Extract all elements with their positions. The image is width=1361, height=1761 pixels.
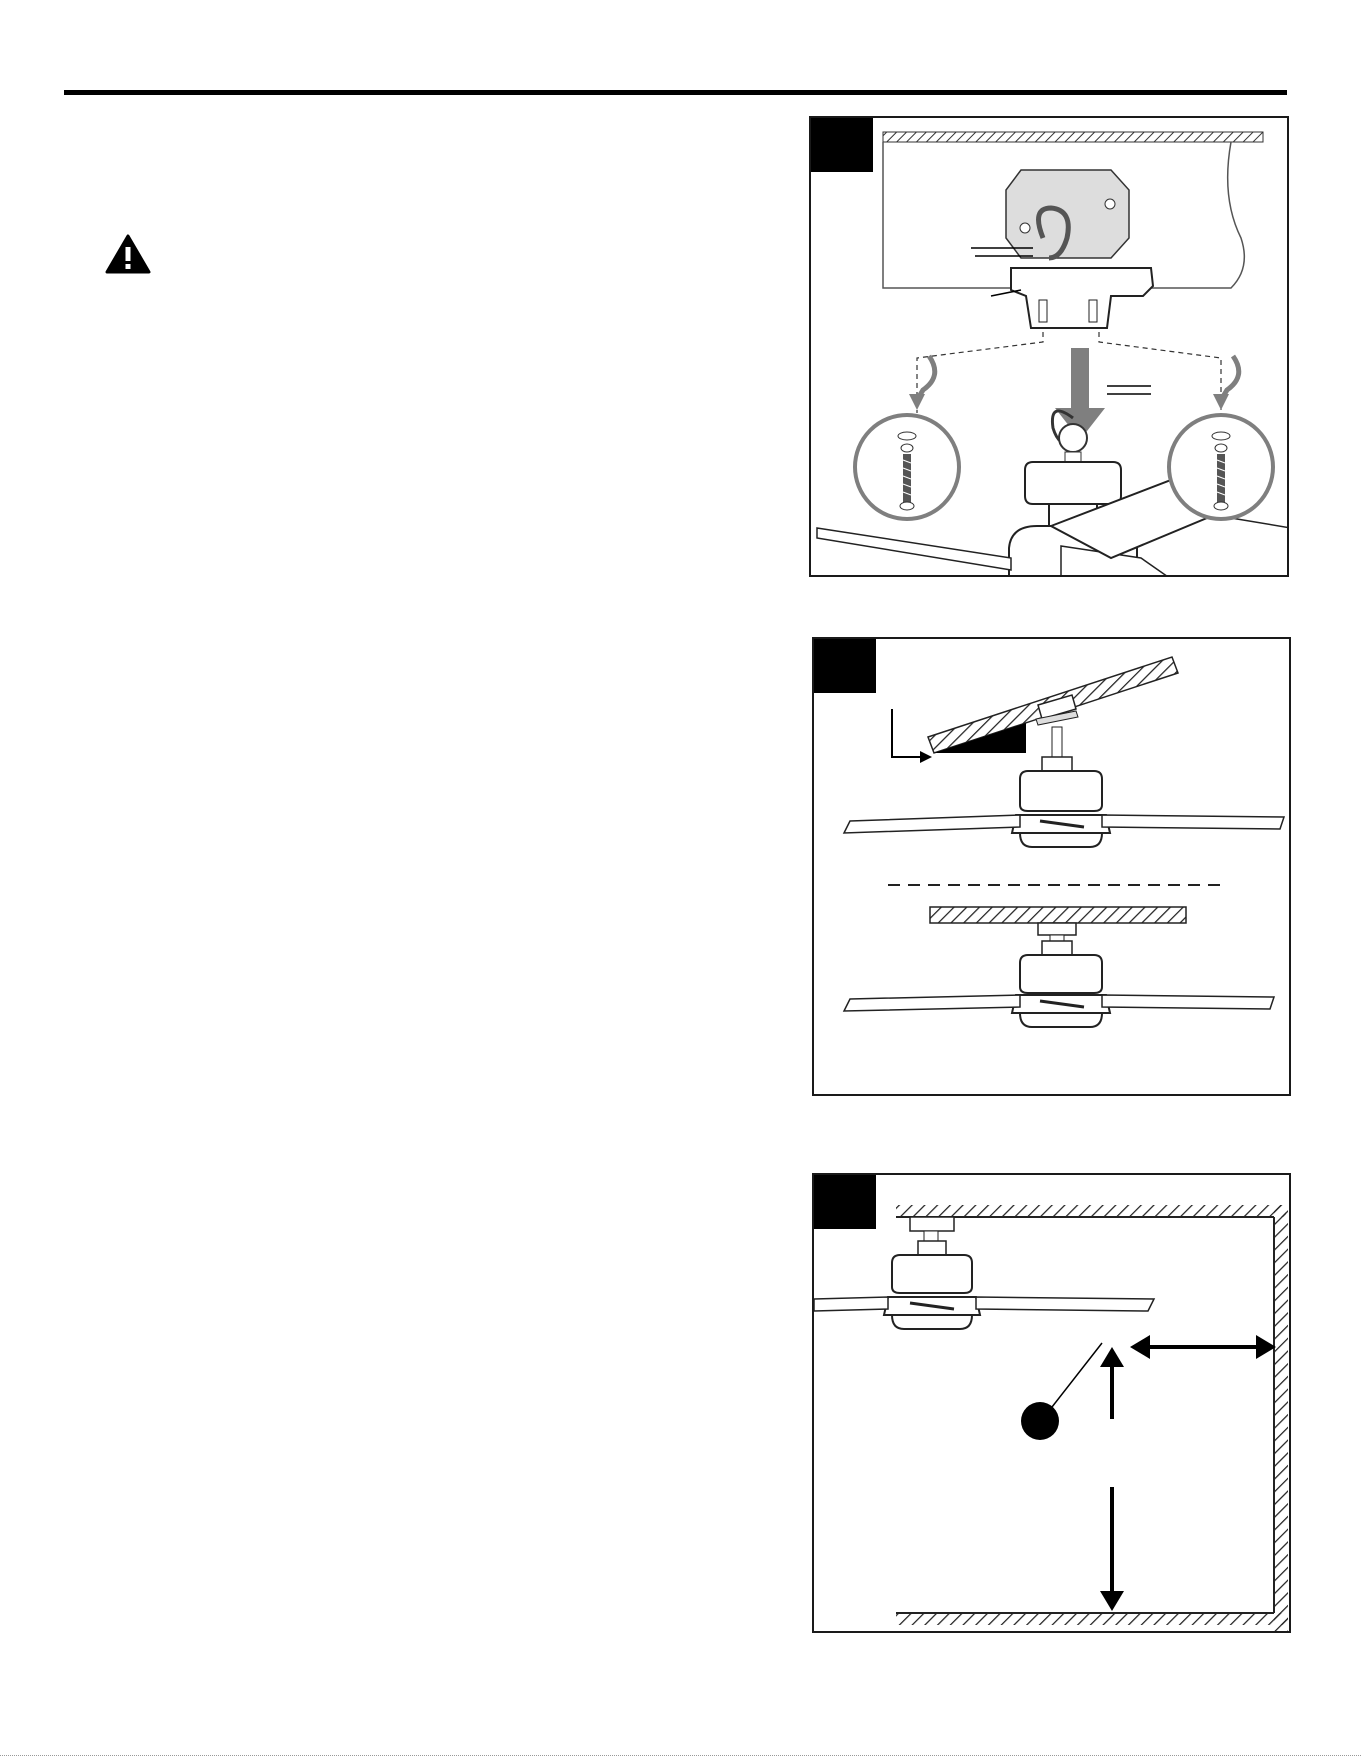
figure-hanger-mounting bbox=[809, 116, 1289, 577]
figure-ceiling-slope bbox=[812, 637, 1291, 1096]
header-rule bbox=[64, 90, 1287, 95]
clearance-illustration bbox=[814, 1175, 1291, 1633]
warning-triangle-icon bbox=[105, 234, 151, 274]
figure-clearance bbox=[812, 1173, 1291, 1633]
hanger-illustration bbox=[811, 118, 1289, 577]
page-footer-line bbox=[0, 1755, 1361, 1758]
ceiling-slope-illustration bbox=[814, 639, 1291, 1096]
